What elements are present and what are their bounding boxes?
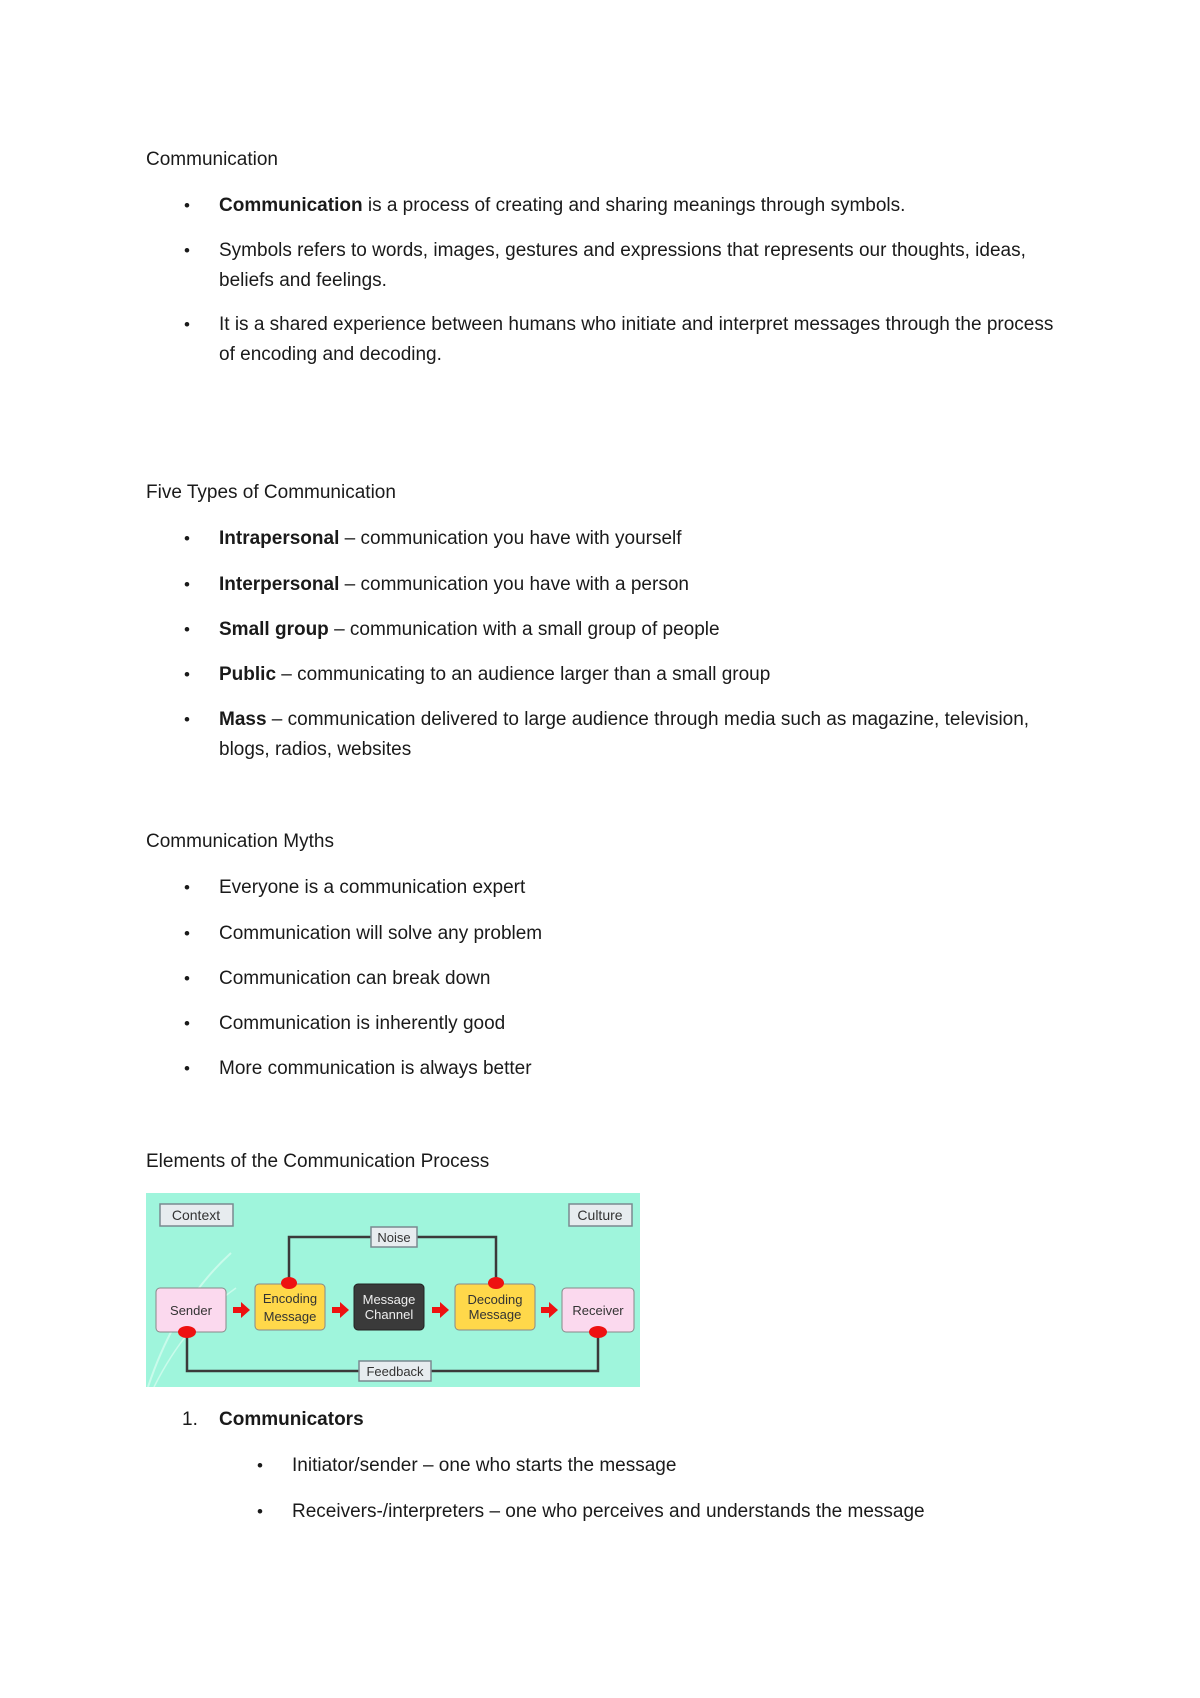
item-text: Everyone is a communication expert xyxy=(219,877,526,898)
list-number: 1. xyxy=(182,1409,198,1430)
bullet: • xyxy=(184,665,190,684)
culture-label: Culture xyxy=(577,1207,623,1223)
term: Small group xyxy=(219,619,329,640)
list-item xyxy=(184,236,1059,296)
sub-list-item xyxy=(257,1497,1052,1527)
list-item xyxy=(184,570,1059,600)
item-text: Communication is inherently good xyxy=(219,1013,506,1034)
receiver-label: Receiver xyxy=(572,1303,624,1318)
term: Public xyxy=(219,664,277,685)
connector-dot xyxy=(281,1277,297,1289)
item-text: More communication is always better xyxy=(219,1058,532,1079)
bullet: • xyxy=(184,315,190,334)
definition: – communication you have with a person xyxy=(339,574,689,595)
list-item xyxy=(184,310,1059,370)
list-item xyxy=(184,919,1059,949)
bullet: • xyxy=(184,1014,190,1033)
bullet: • xyxy=(184,878,190,897)
channel-label-1: Message xyxy=(362,1292,416,1307)
list-item xyxy=(184,524,1059,554)
decoding-label-2: Message xyxy=(468,1307,522,1322)
heading-myths: Communication Myths xyxy=(146,831,334,852)
bullet: • xyxy=(184,529,190,548)
context-label: Context xyxy=(171,1207,221,1223)
bullet: • xyxy=(184,710,190,729)
encoding-label-2: Message xyxy=(263,1309,317,1324)
list-item xyxy=(184,1054,1059,1084)
bullet: • xyxy=(184,924,190,943)
bullet: • xyxy=(184,969,190,988)
sub-list-item xyxy=(257,1451,1052,1481)
term: Mass xyxy=(219,709,267,730)
heading-five-types: Five Types of Communication xyxy=(146,482,396,503)
bullet: • xyxy=(184,575,190,594)
item-text: Receivers-/interpreters – one who perceives and understands the message xyxy=(292,1501,925,1522)
heading-communication: Communication xyxy=(146,149,278,170)
term: Communication xyxy=(219,195,363,216)
definition: – communicating to an audience larger than a small group xyxy=(276,664,771,685)
bullet: • xyxy=(257,1456,263,1475)
feedback-label: Feedback xyxy=(366,1364,424,1379)
numbered-item xyxy=(182,1405,1059,1435)
channel-label-2: Channel xyxy=(364,1307,414,1322)
heading-elements: Elements of the Communication Process xyxy=(146,1151,490,1172)
connector-dot xyxy=(488,1277,504,1289)
item-text: Symbols refers to words, images, gestures and expressions that represents our thoughts, ideas, beliefs and feelings. xyxy=(219,240,1026,291)
sender-label: Sender xyxy=(170,1303,212,1318)
list-item xyxy=(184,660,1059,690)
term: Interpersonal xyxy=(219,574,340,595)
encoding-label-1: Encoding xyxy=(262,1291,318,1306)
bullet: • xyxy=(184,196,190,215)
bullet: • xyxy=(184,241,190,260)
bullet: • xyxy=(184,620,190,639)
communication-process-diagram xyxy=(146,1193,640,1387)
noise-label: Noise xyxy=(377,1230,411,1245)
list-item xyxy=(184,705,1059,765)
definition: – communication with a small group of people xyxy=(328,619,720,640)
list-title: Communicators xyxy=(219,1409,364,1430)
bullet: • xyxy=(184,1059,190,1078)
list-item xyxy=(184,615,1059,645)
list-item xyxy=(184,964,1059,994)
decoding-label-1: Decoding xyxy=(467,1292,523,1307)
list-item xyxy=(184,1009,1059,1039)
item-text: It is a shared experience between humans who initiate and interpret messages through the process of encoding and decoding. xyxy=(219,314,1054,365)
bullet: • xyxy=(257,1502,263,1521)
list-item xyxy=(184,873,1059,903)
definition: – communication you have with yourself xyxy=(339,528,682,549)
item-text: Communication will solve any problem xyxy=(219,923,543,944)
item-text: Communication can break down xyxy=(219,968,491,989)
connector-dot xyxy=(589,1326,607,1338)
definition: – communication delivered to large audience through media such as magazine, television, blogs, radios, websites xyxy=(219,709,1030,760)
list-item xyxy=(184,191,1059,221)
definition: is a process of creating and sharing meanings through symbols. xyxy=(362,195,906,216)
connector-dot xyxy=(178,1326,196,1338)
item-text: Initiator/sender – one who starts the message xyxy=(292,1455,677,1476)
term: Intrapersonal xyxy=(219,528,340,549)
